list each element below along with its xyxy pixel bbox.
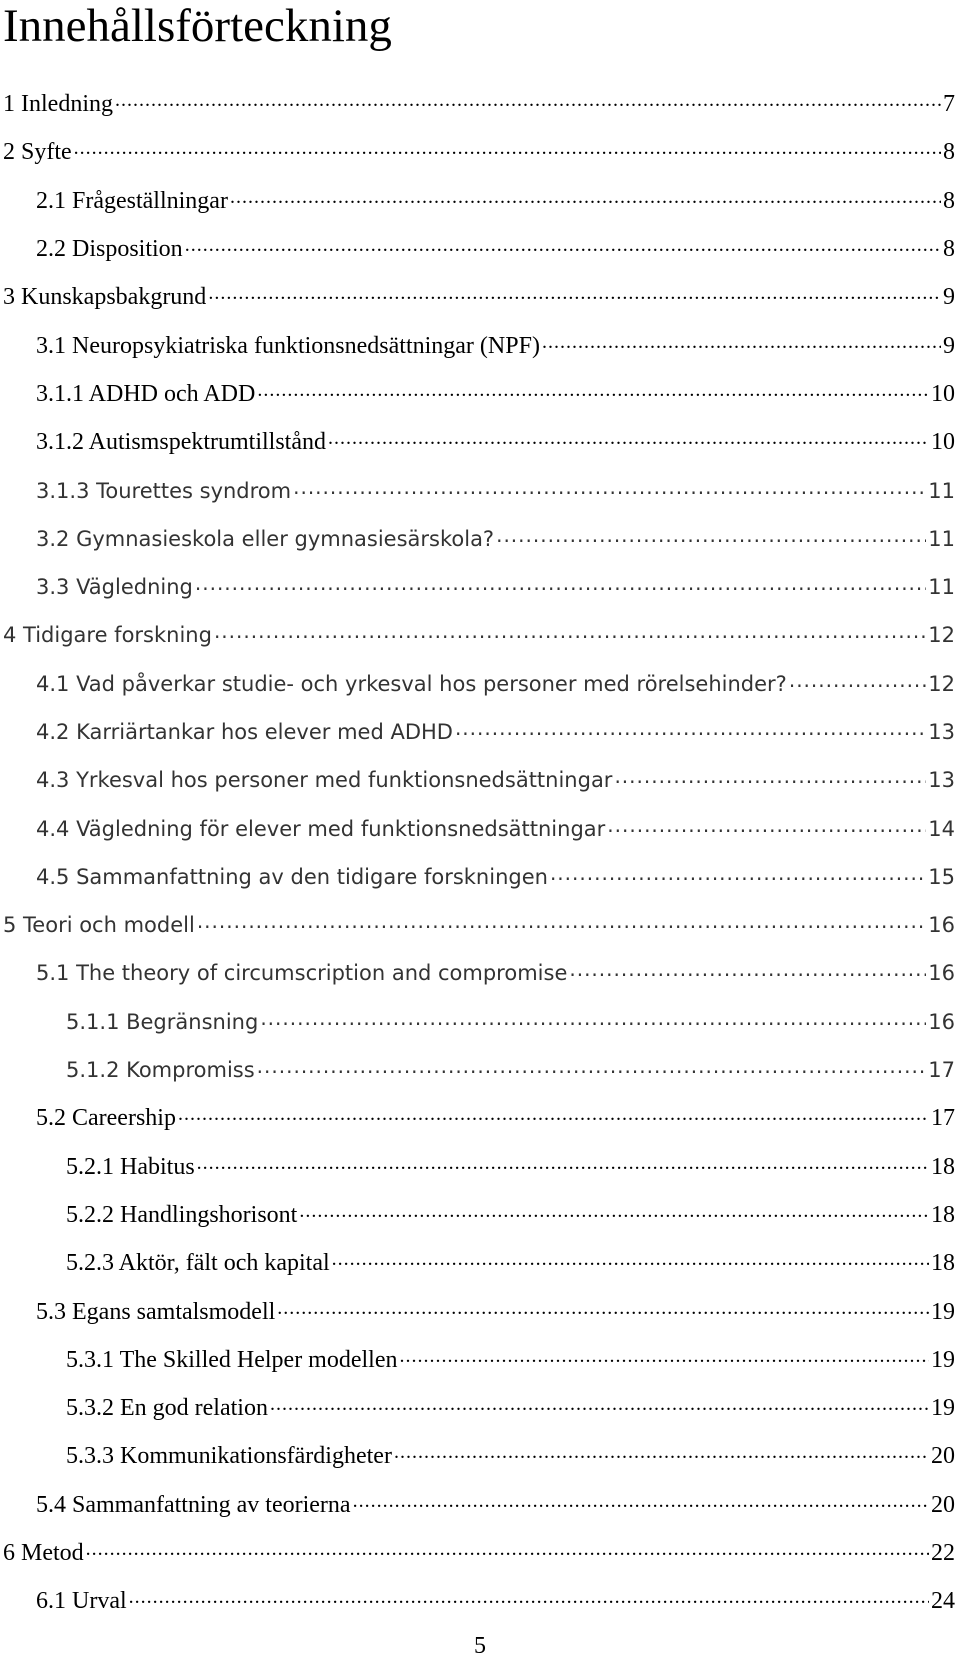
toc-entry-page: 18 [931, 1250, 955, 1277]
toc-dot-leader [550, 863, 926, 891]
toc-entry-page: 16 [928, 913, 955, 938]
toc-dot-leader [400, 1346, 930, 1374]
toc-dot-leader [607, 815, 926, 843]
toc-entry-label: 3 Kunskapsbakgrund [3, 284, 207, 311]
toc-entry-page: 12 [928, 671, 955, 696]
toc-dot-leader [129, 1587, 929, 1615]
toc-entry-label: 4.2 Karriärtankar hos elever med ADHD [36, 720, 453, 744]
toc-entry[interactable] [0, 466, 960, 514]
toc-entry-label: 5.1 The theory of circumscription and compromise [36, 961, 568, 986]
toc-entry-page: 19 [931, 1298, 955, 1325]
toc-entry[interactable] [0, 80, 960, 128]
toc-entry-page: 8 [943, 187, 955, 214]
toc-dot-leader [277, 1298, 929, 1326]
toc-entry-label: 3.2 Gymnasieskola eller gymnasiesärskola? [36, 526, 495, 551]
toc-entry-page: 8 [943, 236, 955, 263]
toc-entry-label: 4.3 Yrkesval hos personer med funktionsnedsättningar [36, 768, 613, 793]
toc-entry[interactable] [0, 853, 960, 901]
toc-entry-label: 3.1.2 Autismspektrumtillstånd [36, 429, 327, 456]
toc-entry-label: 5.2 Careership [36, 1105, 176, 1132]
toc-entry-label: 4.1 Vad påverkar studie- och yrkesval hos personer med rörelsehinder? [36, 671, 787, 696]
toc-entry[interactable] [0, 1094, 960, 1142]
toc-entry-page: 24 [931, 1588, 955, 1615]
toc-entry-label: 5.1.2 Kompromiss [66, 1058, 255, 1083]
toc-entry-label: 3.1.3 Tourettes syndrom [36, 478, 292, 503]
toc-entry-page: 12 [928, 623, 955, 648]
toc-dot-leader [257, 380, 929, 408]
toc-entry[interactable] [0, 177, 960, 225]
toc-entry-label: 4.5 Sammanfattning av den tidigare forskningen [36, 864, 548, 889]
toc-entry[interactable] [0, 708, 960, 756]
toc-entry-label: 3.3 Vägledning [36, 575, 193, 600]
toc-dot-leader [332, 1249, 929, 1277]
toc-entry-label: 5.2.2 Handlingshorisont [66, 1201, 298, 1228]
toc-entry-page: 17 [931, 1105, 955, 1132]
toc-entry[interactable] [0, 1577, 960, 1625]
toc-entry[interactable] [0, 804, 960, 852]
toc-entry[interactable] [0, 128, 960, 176]
toc-entry[interactable] [0, 756, 960, 804]
toc-entry[interactable] [0, 1287, 960, 1335]
toc-entry[interactable] [0, 563, 960, 611]
toc-entry-label: 2 Syfte [3, 139, 72, 166]
toc-entry-page: 13 [928, 768, 955, 793]
toc-title: Innehållsförteckning [3, 0, 392, 52]
toc-entry-label: 2.2 Disposition [36, 236, 183, 263]
toc-dot-leader [789, 670, 926, 698]
toc-dot-leader [260, 1008, 926, 1036]
toc-entry-page: 13 [928, 720, 955, 744]
toc-entry-page: 18 [931, 1201, 955, 1228]
toc-entry-page: 14 [928, 816, 955, 841]
toc-entry-page: 16 [928, 1009, 955, 1034]
toc-entry[interactable] [0, 321, 960, 369]
toc-entry-label: 4.4 Vägledning för elever med funktionsnedsättningar [36, 816, 606, 841]
toc-entry[interactable] [0, 1143, 960, 1191]
toc-entry-page: 11 [928, 478, 955, 503]
toc-entry-page: 19 [931, 1395, 955, 1422]
toc-entry-page: 22 [931, 1540, 955, 1567]
toc-dot-leader [394, 1442, 929, 1470]
toc-entry[interactable] [0, 1046, 960, 1094]
toc-entry[interactable] [0, 660, 960, 708]
toc-entry-page: 11 [928, 526, 955, 551]
toc-entry-label: 5.2.1 Habitus [66, 1153, 195, 1180]
toc-dot-leader [293, 477, 926, 505]
toc-entry-page: 7 [943, 91, 955, 118]
toc-entry-label: 5.3.1 The Skilled Helper modellen [66, 1346, 398, 1373]
toc-dot-leader [455, 718, 926, 746]
toc-entry-page: 19 [931, 1346, 955, 1373]
toc-entry-page: 17 [928, 1058, 955, 1083]
toc-dot-leader [542, 332, 941, 360]
toc-entry[interactable] [0, 273, 960, 321]
toc-entry[interactable] [0, 370, 960, 418]
toc-dot-leader [86, 1539, 929, 1567]
toc-entry[interactable] [0, 1481, 960, 1529]
toc-entry-label: 5.3.3 Kommunikationsfärdigheter [66, 1443, 392, 1470]
toc-entry[interactable] [0, 1191, 960, 1239]
toc-entry[interactable] [0, 1432, 960, 1480]
toc-entry-label: 5 Teori och modell [3, 913, 195, 938]
toc-entry-label: 1 Inledning [3, 91, 113, 118]
toc-dot-leader [230, 187, 941, 215]
toc-entry[interactable] [0, 998, 960, 1046]
toc-dot-leader [299, 1201, 929, 1229]
page-number: 5 [474, 1633, 486, 1659]
toc-entry-page: 20 [931, 1491, 955, 1518]
toc-dot-leader [115, 90, 941, 118]
toc-dot-leader [270, 1394, 929, 1422]
toc-list [0, 80, 960, 1626]
toc-entry-label: 5.3 Egans samtalsmodell [36, 1298, 276, 1325]
toc-entry-label: 5.3.2 En god relation [66, 1395, 268, 1422]
toc-entry-label: 5.1.1 Begränsning [66, 1009, 259, 1034]
toc-dot-leader [208, 283, 941, 311]
toc-entry-label: 6.1 Urval [36, 1588, 127, 1615]
toc-dot-leader [614, 766, 926, 794]
toc-dot-leader [353, 1491, 929, 1519]
toc-entry[interactable] [0, 1529, 960, 1577]
toc-entry-label: 3.1 Neuropsykiatriska funktionsnedsättningar (NPF) [36, 332, 540, 359]
toc-entry-label: 4 Tidigare forskning [3, 623, 212, 648]
toc-entry[interactable] [0, 611, 960, 659]
toc-entry-page: 20 [931, 1443, 955, 1470]
toc-entry[interactable] [0, 1239, 960, 1287]
toc-entry[interactable] [0, 1384, 960, 1432]
toc-entry-page: 11 [928, 575, 955, 600]
toc-dot-leader [496, 525, 926, 553]
toc-entry-page: 15 [928, 864, 955, 889]
toc-entry-label: 5.2.3 Aktör, fält och kapital [66, 1250, 330, 1277]
toc-dot-leader [178, 1104, 929, 1132]
toc-entry-page: 9 [943, 284, 955, 311]
toc-entry[interactable] [0, 418, 960, 466]
toc-entry-page: 8 [943, 139, 955, 166]
toc-entry-label: 6 Metod [3, 1540, 84, 1567]
toc-dot-leader [197, 1153, 929, 1181]
toc-entry-label: 2.1 Frågeställningar [36, 187, 228, 214]
toc-dot-leader [197, 911, 926, 939]
toc-dot-leader [328, 428, 929, 456]
toc-entry[interactable] [0, 949, 960, 997]
toc-dot-leader [257, 1056, 927, 1084]
toc-entry-page: 9 [943, 332, 955, 359]
toc-entry-label: 5.4 Sammanfattning av teorierna [36, 1491, 351, 1518]
toc-dot-leader [569, 959, 926, 987]
toc-dot-leader [74, 138, 941, 166]
toc-entry[interactable] [0, 515, 960, 563]
toc-dot-leader [185, 235, 941, 263]
toc-entry-page: 10 [931, 429, 955, 456]
toc-entry[interactable] [0, 901, 960, 949]
toc-entry-label: 3.1.1 ADHD och ADD [36, 380, 256, 407]
toc-entry-page: 18 [931, 1153, 955, 1180]
toc-entry-page: 16 [928, 961, 955, 986]
toc-dot-leader [214, 621, 926, 649]
toc-entry[interactable] [0, 1336, 960, 1384]
toc-dot-leader [195, 573, 926, 601]
toc-entry[interactable] [0, 225, 960, 273]
toc-entry-page: 10 [931, 380, 955, 407]
